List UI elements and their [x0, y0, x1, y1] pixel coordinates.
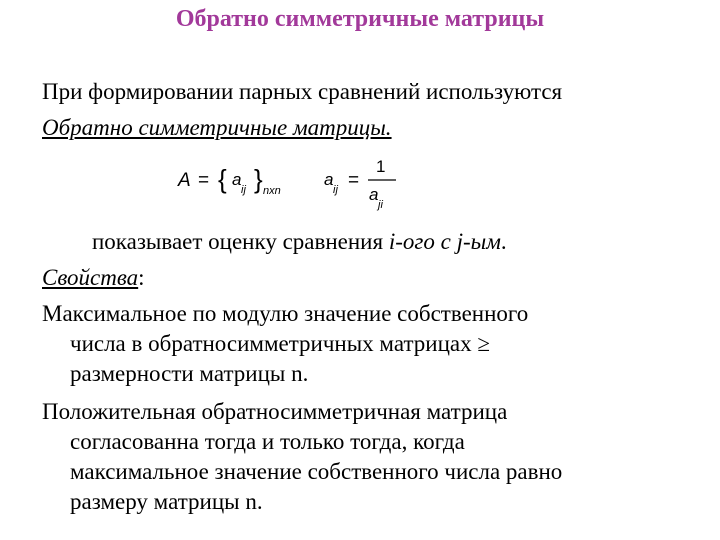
formula-a: a: [232, 170, 242, 189]
shows-j: j-ым: [456, 229, 501, 254]
formula-A: A: [178, 170, 191, 191]
formula-aij-sub: ij: [333, 184, 338, 196]
property1-line-2: числа в обратносимметричных матрицах ≥: [70, 331, 490, 356]
shows-i: i-ого: [388, 229, 435, 254]
formula-ij: ij: [241, 184, 246, 196]
property2-line-2: согласованна тогда и только тогда, когда: [70, 429, 465, 454]
intro-line-1: При формировании парных сравнений используются: [42, 79, 563, 104]
formula-den-a: a: [369, 185, 379, 204]
formula-aij-a: a: [324, 170, 334, 189]
formula: [176, 152, 416, 212]
formula-brace-open: {: [218, 164, 227, 194]
shows-with: с: [434, 229, 457, 254]
formula-den-sub: ji: [378, 199, 383, 211]
properties-label: Свойства: [42, 265, 139, 290]
formula-graphic: [176, 152, 416, 212]
shows-text: показывает оценку сравнения: [92, 229, 389, 254]
formula-numerator: 1: [376, 157, 386, 176]
property2-line-1: Положительная обратносимметричная матрица: [42, 399, 508, 424]
formula-equals-2: =: [348, 170, 360, 191]
property1-line-1: Максимальное по модулю значение собственного: [42, 301, 529, 326]
slide-title: Обратно симметричные матрицы: [175, 6, 545, 32]
property2-line-3: максимальное значение собственного числа равно: [70, 459, 563, 484]
formula-brace-close: }: [254, 164, 263, 194]
property2-line-4: размеру матрицы n.: [70, 489, 263, 514]
properties-heading: [42, 264, 145, 292]
shows-end: .: [500, 229, 507, 254]
intro-line-2: Обратно симметричные матрицы.: [42, 115, 392, 140]
formula-nxn: nxn: [263, 185, 281, 197]
property1-line-3: размерности матрицы n.: [70, 361, 309, 386]
properties-colon: :: [138, 265, 145, 290]
shows-line: [92, 228, 507, 256]
formula-equals: =: [198, 170, 210, 191]
